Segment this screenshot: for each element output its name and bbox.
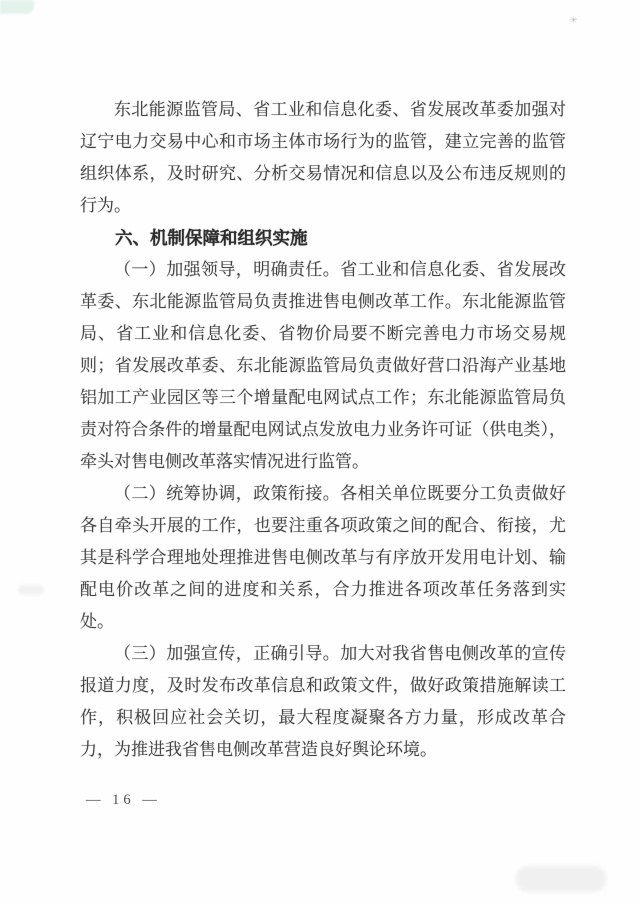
paragraph-item-2: （二）统筹协调，政策衔接。各相关单位既要分工负责做好各自牵头开展的工作，也要注重各项政策之间的配合、衔接，尤其是科学合理地处理推进售电侧改革与有序放开发用电计划、输配电价改革之间的进度和关系，合力推进各项改革任务落到实处。 (80, 484, 566, 631)
section-heading: 六、机制保障和组织实施 (115, 228, 308, 248)
scan-artifact (18, 585, 44, 595)
document-body (80, 94, 566, 766)
scan-artifact (516, 866, 606, 892)
paragraph-item-1: （一）加强领导，明确责任。省工业和信息化委、省发展改革委、东北能源监管局负责推进售电侧改革工作。东北能源监管局、省工业和信息化委、省物价局要不断完善电力市场交易规则；省发展改革委、东北能源监管局负责做好营口沿海产业基地铝加工产业园区等三个增量配电网试点工作；东北能源监管局负责对符合条件的增量配电网试点发放电力业务许可证（供电类），牵头对售电侧改革落实情况进行监管。 (80, 260, 566, 471)
paragraph-item-3: （三）加强宣传，正确引导。加大对我省售电侧改革的宣传报道力度，及时发布改革信息和政策文件，做好政策措施解读工作，积极回应社会关切，最大程度凝聚各方力量，形成改革合力，为推进我省售电侧改革营造良好舆论环境。 (80, 644, 566, 759)
scan-artifact: ✳ (570, 15, 578, 25)
page-number: — 16 — (86, 792, 161, 808)
paragraph-intro: 东北能源监管局、省工业和信息化委、省发展改革委加强对辽宁电力交易中心和市场主体市场行为的监管，建立完善的监管组织体系，及时研究、分析交易情况和信息以及公布违反规则的行为。 (80, 100, 566, 215)
scan-artifact (0, 0, 34, 14)
